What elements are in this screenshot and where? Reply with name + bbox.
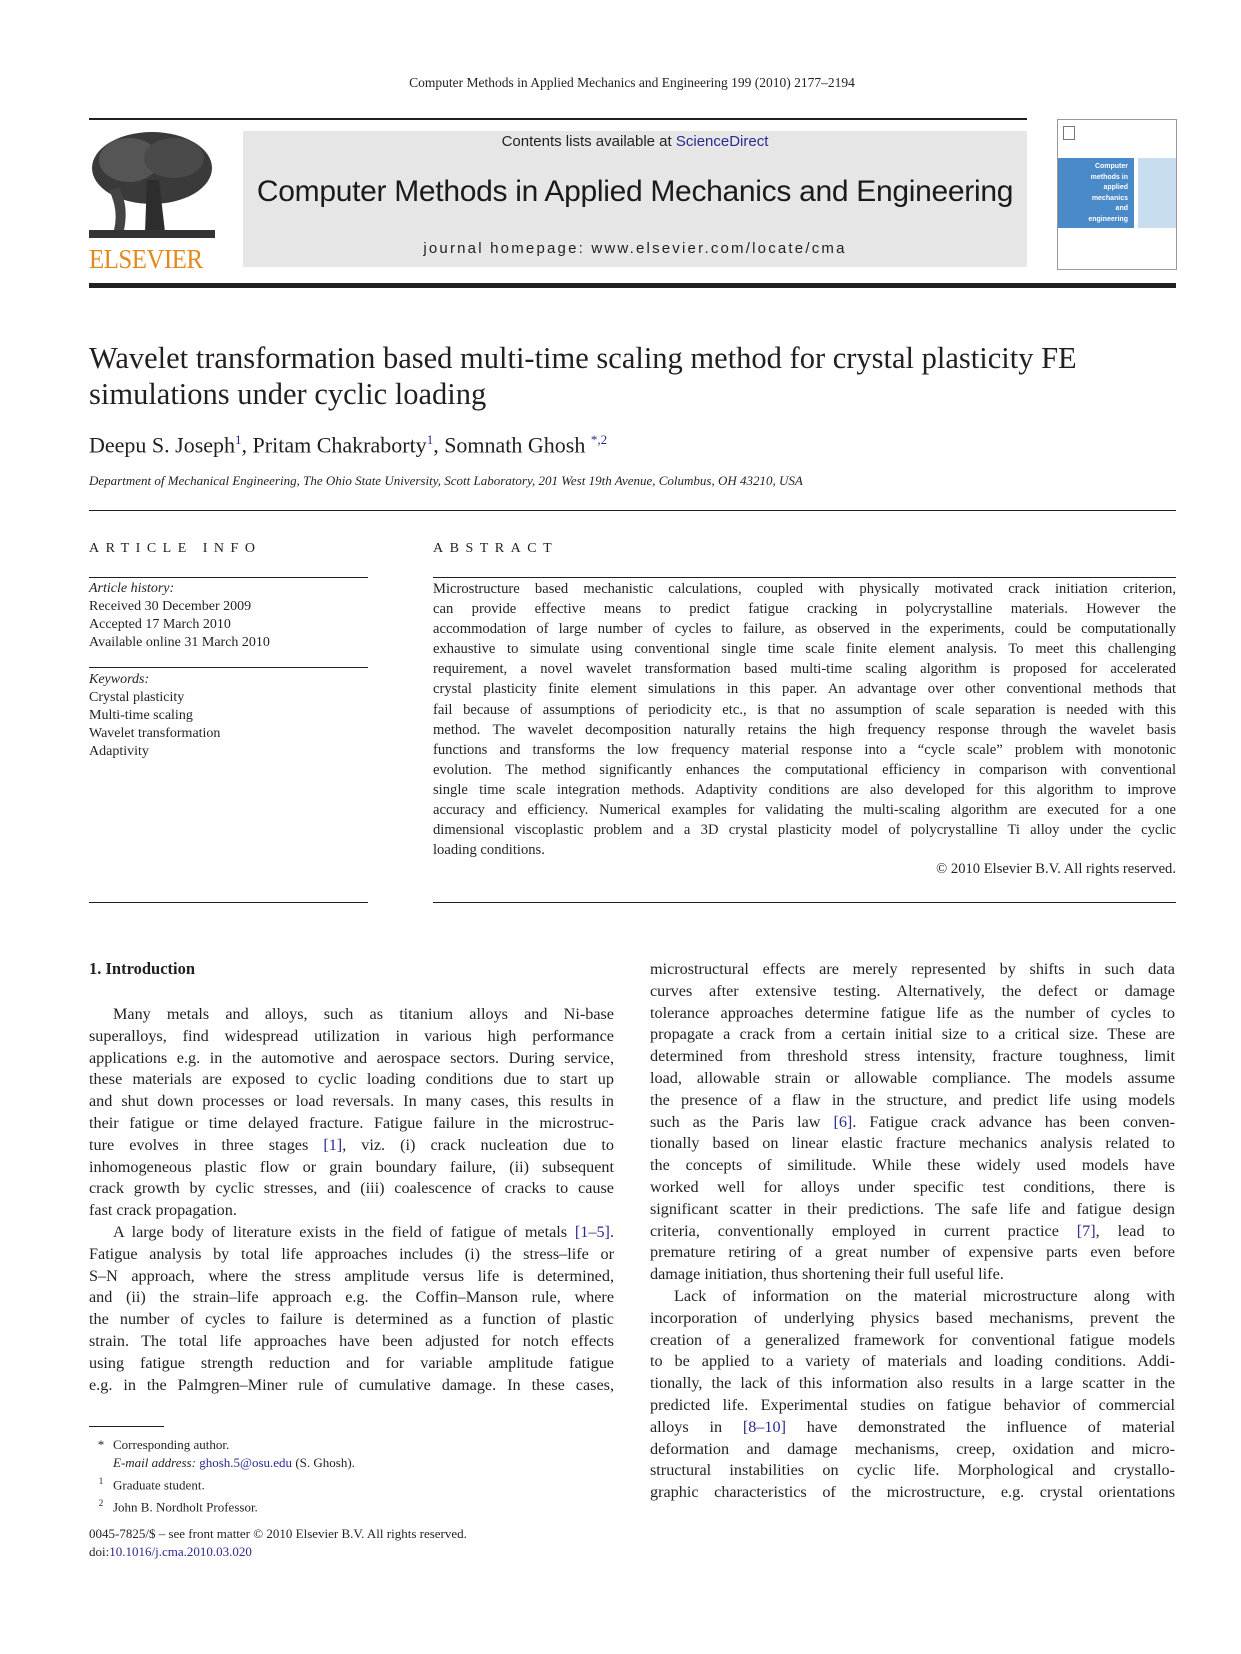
text-segment: worked well for alloys under specific test conditions, there is bbox=[650, 1177, 1175, 1196]
citation-link[interactable]: [1–5] bbox=[574, 1222, 610, 1241]
citation-link[interactable]: [6] bbox=[833, 1112, 853, 1131]
keywords bbox=[89, 671, 368, 761]
history-item: Accepted 17 March 2010 bbox=[89, 617, 231, 632]
text-line bbox=[650, 1308, 1175, 1330]
keyword: Wavelet transformation bbox=[89, 726, 221, 741]
abstract-line: fail because of assumptions of periodicity etc., is that no assumption of scale separation is needed with this bbox=[433, 701, 1176, 718]
cover-text-line: and bbox=[1115, 205, 1128, 212]
journal-masthead bbox=[243, 131, 1027, 267]
abstract-line: dimensional viscoplastic problem and a 3D crystal plasticity model of polycrystalline Ti alloy under the cyclic bbox=[433, 822, 1176, 839]
text-segment: applications e.g. in the automotive and aerospace sectors. During service, bbox=[89, 1048, 614, 1067]
email-suffix: (S. Ghosh). bbox=[292, 1455, 355, 1470]
text-line bbox=[89, 1178, 614, 1200]
doi-line bbox=[89, 1543, 467, 1561]
text-segment: crack growth by cyclic stresses, and (iii) coalescence of cracks to cause bbox=[89, 1179, 614, 1198]
cover-logo-icon bbox=[1063, 126, 1075, 140]
article-title bbox=[89, 340, 1179, 412]
paragraph bbox=[89, 1004, 614, 1222]
cover-text-line: engineering bbox=[1088, 215, 1128, 223]
email-link[interactable]: ghosh.5@osu.edu bbox=[199, 1455, 293, 1470]
author-affiliation-mark[interactable]: 1 bbox=[235, 432, 242, 447]
paragraph bbox=[650, 959, 1175, 1286]
section-heading-introduction: 1. Introduction bbox=[89, 959, 196, 978]
text-line bbox=[89, 1331, 614, 1353]
text-segment: superalloys, find widespread utilization in various high performance bbox=[89, 1026, 614, 1045]
author-name: Deepu S. Joseph bbox=[89, 432, 236, 458]
title-line: simulations under cyclic loading bbox=[89, 377, 487, 411]
text-line bbox=[650, 1133, 1175, 1155]
abstract-line: accuracy and efficiency. Numerical examples for validating the multi-scaling algorithm are executed for a one bbox=[433, 802, 1176, 819]
text-line bbox=[89, 1244, 614, 1266]
footnote bbox=[89, 1472, 355, 1494]
footnote-text: John B. Nordholt Professor. bbox=[113, 1499, 258, 1515]
text-segment: ture evolves in three stages bbox=[89, 1135, 324, 1154]
author-name: Somnath Ghosh bbox=[444, 432, 586, 458]
abstract-heading: ABSTRACT bbox=[433, 541, 559, 556]
cover-text-line: Computer bbox=[1094, 163, 1128, 170]
text-line bbox=[89, 1266, 614, 1288]
cover-light-panel bbox=[1138, 158, 1176, 228]
footnote-corresponding bbox=[89, 1436, 355, 1454]
footnote-mark: 2 bbox=[98, 1498, 104, 1509]
text-segment: structural instabilities on cyclic life. Morphological and crystallo- bbox=[650, 1461, 1175, 1480]
footnote-text: Graduate student. bbox=[113, 1477, 205, 1493]
text-segment: . bbox=[609, 1222, 614, 1241]
text-line bbox=[650, 1003, 1175, 1025]
text-segment: strain. The total life approaches have been adjusted for notch effects bbox=[89, 1331, 614, 1350]
top-rule bbox=[89, 118, 1027, 120]
text-segment: predicted life. Experimental studies on fatigue behavior of commercial bbox=[650, 1395, 1175, 1414]
text-segment: tionally based on linear elastic fracture mechanics analysis related to bbox=[650, 1134, 1175, 1153]
text-segment: premature retiring of a great number of expensive parts even before bbox=[650, 1243, 1175, 1262]
text-segment: and (ii) the strain–life approach e.g. the Coffin–Manson rule, where bbox=[89, 1288, 614, 1307]
text-line bbox=[650, 1112, 1175, 1134]
text-line bbox=[89, 1353, 614, 1375]
cover-text-line: applied bbox=[1103, 184, 1128, 191]
text-segment: . Fatigue crack advance has been conven- bbox=[852, 1112, 1175, 1131]
text-segment: these materials are exposed to cyclic loading conditions due to start up bbox=[89, 1070, 614, 1089]
text-line bbox=[650, 981, 1175, 1003]
text-segment: propagate a crack from a certain initial size to a critical size. These are bbox=[650, 1025, 1175, 1044]
article-history bbox=[89, 580, 368, 652]
body-column-left bbox=[89, 1004, 614, 1396]
author-affiliation-mark[interactable]: 1 bbox=[426, 432, 434, 447]
text-segment: fast crack propagation. bbox=[89, 1201, 237, 1220]
citation-link[interactable]: [1] bbox=[323, 1135, 343, 1154]
text-line bbox=[650, 1482, 1175, 1504]
citation-link[interactable]: [8–10] bbox=[742, 1417, 786, 1436]
doi-label: doi: bbox=[89, 1544, 110, 1559]
text-line bbox=[650, 1155, 1175, 1177]
text-segment: , viz. (i) crack nucleation due to bbox=[342, 1135, 614, 1154]
abstract-copyright: © 2010 Elsevier B.V. All rights reserved. bbox=[936, 861, 1176, 877]
elsevier-logo[interactable] bbox=[89, 130, 215, 274]
text-segment: their fatigue or time delayed fracture. Fatigue failure in the microstruc- bbox=[89, 1113, 614, 1132]
text-line bbox=[650, 1286, 1175, 1308]
info-rule bbox=[89, 577, 368, 578]
text-segment: graphic characteristics of the microstructure, e.g. crystal orientations bbox=[650, 1483, 1175, 1502]
text-line bbox=[650, 1046, 1175, 1068]
text-line bbox=[650, 1199, 1175, 1221]
text-segment: and shut down processes or load reversals. In many cases, this results in bbox=[89, 1092, 614, 1111]
affiliation: Department of Mechanical Engineering, The Ohio State University, Scott Laboratory, 201 West 19th Avenue, Columbus, OH 43210, USA bbox=[89, 473, 803, 488]
abstract-line: loading conditions. bbox=[433, 842, 545, 859]
text-line bbox=[650, 1351, 1175, 1373]
text-segment: A large body of literature exists in the field of fatigue of metals bbox=[113, 1222, 575, 1241]
elsevier-tree-icon bbox=[89, 130, 215, 240]
text-line bbox=[89, 1048, 614, 1070]
body-column-right bbox=[650, 959, 1175, 1504]
text-segment: curves after extensive testing. Alternatively, the defect or damage bbox=[650, 981, 1175, 1000]
text-segment: S–N approach, where the stress amplitude versus life is determined, bbox=[89, 1266, 614, 1285]
text-line bbox=[89, 1004, 614, 1026]
text-segment: incorporation of underlying physics based mechanisms, prevent the bbox=[650, 1308, 1175, 1327]
author-affiliation-mark[interactable]: *,2 bbox=[590, 432, 608, 447]
text-line bbox=[650, 1264, 1175, 1286]
footnote-rule bbox=[89, 1426, 164, 1427]
contents-prefix: Contents lists available at bbox=[501, 133, 676, 150]
abstract-line: requirement, a novel wavelet transformation based multi-time scaling algorithm is proposed for accelerated bbox=[433, 661, 1176, 678]
abstract-line: accommodation of large number of cycles to failure, as observed in the experiments, could be computationally bbox=[433, 621, 1176, 638]
front-matter bbox=[89, 1525, 467, 1561]
keyword: Adaptivity bbox=[89, 744, 149, 759]
abstract-line: method. The wavelet decomposition naturally retains the high frequency response through the wavelet basis bbox=[433, 721, 1176, 738]
footnote-mark: * bbox=[97, 1437, 105, 1452]
text-segment: load, allowable strain or allowable compliance. The models assume bbox=[650, 1068, 1175, 1087]
footnote bbox=[89, 1494, 355, 1516]
text-segment: e.g. in the Palmgren–Miner rule of cumulative damage. In these cases, bbox=[89, 1375, 614, 1394]
text-line bbox=[89, 1069, 614, 1091]
running-header: Computer Methods in Applied Mechanics and Engineering 199 (2010) 2177–2194 bbox=[409, 75, 855, 90]
journal-cover-thumbnail[interactable] bbox=[1057, 119, 1177, 270]
text-line bbox=[89, 1113, 614, 1135]
journal-title: Computer Methods in Applied Mechanics and Engineering bbox=[256, 175, 1014, 208]
info-rule bbox=[89, 667, 368, 668]
text-line bbox=[89, 1309, 614, 1331]
info-bottom-rule bbox=[89, 902, 368, 903]
abstract-body bbox=[433, 579, 1176, 860]
text-segment: creation of a generalized framework for conventional fatigue models bbox=[650, 1330, 1175, 1349]
text-segment: Lack of information on the material microstructure along with bbox=[674, 1286, 1175, 1305]
cover-blue-panel bbox=[1058, 158, 1134, 228]
cover-text-line: mechanics bbox=[1091, 194, 1128, 202]
text-segment: significant scatter in their predictions. The safe life and fatigue design bbox=[650, 1199, 1175, 1218]
text-line bbox=[650, 1395, 1175, 1417]
history-item: Received 30 December 2009 bbox=[89, 599, 252, 614]
text-segment: using fatigue strength reduction and for variable amplitude fatigue bbox=[89, 1353, 614, 1372]
text-segment: deformation and damage mechanisms, creep, oxidation and micro- bbox=[650, 1439, 1175, 1458]
footnote-mark: 1 bbox=[98, 1476, 104, 1486]
text-line bbox=[650, 1460, 1175, 1482]
email-label: E-mail address: bbox=[113, 1455, 200, 1470]
text-segment: criteria, conventionally employed in current practice bbox=[650, 1221, 1077, 1240]
footnote-text: Corresponding author. bbox=[113, 1437, 230, 1452]
abstract-bottom-rule bbox=[433, 902, 1176, 903]
text-line bbox=[89, 1135, 614, 1157]
cover-text-line: methods in bbox=[1090, 173, 1128, 181]
title-line: Wavelet transformation based multi-time scaling method for crystal plasticity FE bbox=[89, 341, 1077, 375]
footnotes bbox=[89, 1436, 355, 1517]
contents-line bbox=[243, 133, 1027, 150]
sciencedirect-link[interactable]: ScienceDirect bbox=[675, 133, 769, 150]
text-line bbox=[650, 1373, 1175, 1395]
footnote-email bbox=[89, 1454, 355, 1472]
keywords-label: Keywords: bbox=[89, 672, 150, 687]
abstract-line: evolution. The method significantly enhances the computational efficiency in comparison with conventional bbox=[433, 761, 1176, 778]
text-segment: to be applied to a variety of materials and loading conditions. Addi- bbox=[650, 1352, 1175, 1371]
text-line bbox=[650, 1177, 1175, 1199]
abstract-line: single time scale integration methods. Adaptivity conditions are also developed for this algorithm to improve bbox=[433, 781, 1176, 798]
doi-link[interactable]: 10.1016/j.cma.2010.03.020 bbox=[109, 1544, 252, 1559]
text-line bbox=[89, 1157, 614, 1179]
issn-line: 0045-7825/$ – see front matter © 2010 Elsevier B.V. All rights reserved. bbox=[89, 1526, 467, 1541]
author-list: Deepu S. Joseph$^1$, Pritam Chakraborty$^1$, Somnath Ghosh $^{*,2}$ bbox=[89, 432, 608, 458]
text-segment: damage initiation, thus shortening their full useful life. bbox=[650, 1265, 1004, 1284]
text-line bbox=[89, 1026, 614, 1048]
text-segment: determined from threshold stress intensity, fracture toughness, limit bbox=[650, 1047, 1175, 1066]
text-segment: tionally, the lack of this information also results in a large scatter in the bbox=[650, 1374, 1175, 1393]
elsevier-wordmark: ELSEVIER bbox=[89, 244, 203, 274]
text-segment: such as the Paris law bbox=[650, 1112, 834, 1131]
text-segment: the presence of a flaw in the structure, and predict life using models bbox=[650, 1090, 1175, 1109]
citation-link[interactable]: [7] bbox=[1076, 1221, 1096, 1240]
paragraph bbox=[89, 1222, 614, 1396]
text-line bbox=[650, 1221, 1175, 1243]
text-segment: have demonstrated the influence of material bbox=[786, 1417, 1175, 1436]
author-name: Pritam Chakraborty bbox=[252, 432, 427, 458]
abstract-line: can provide effective means to predict fatigue cracking in polycrystalline materials. However the bbox=[433, 601, 1176, 618]
text-line bbox=[650, 1024, 1175, 1046]
text-segment: alloys in bbox=[650, 1417, 743, 1436]
text-segment: Many metals and alloys, such as titanium alloys and Ni-base bbox=[113, 1005, 614, 1023]
text-line bbox=[650, 1090, 1175, 1112]
text-line bbox=[650, 1068, 1175, 1090]
article-info-heading: ARTICLE INFO bbox=[89, 541, 262, 556]
text-line bbox=[650, 1439, 1175, 1461]
text-segment: Fatigue analysis by total life approaches includes (i) the stress–life or bbox=[89, 1244, 614, 1263]
abstract-rule bbox=[433, 577, 1176, 578]
text-segment: tolerance approaches determine fatigue life as the number of cycles to bbox=[650, 1003, 1175, 1022]
text-segment: , lead to bbox=[1095, 1221, 1175, 1240]
keyword: Multi-time scaling bbox=[89, 708, 193, 723]
text-line bbox=[89, 1287, 614, 1309]
text-line bbox=[650, 1417, 1175, 1439]
abstract-line: functions and transforms the low frequency material response into a “cycle scale” problem with monotonic bbox=[433, 741, 1176, 758]
abstract-line: crystal plasticity finite element simulations in this paper. An advantage over other conventional methods that bbox=[433, 681, 1176, 698]
text-line bbox=[89, 1091, 614, 1113]
text-line bbox=[650, 1242, 1175, 1264]
abstract-line: exhaustive to simulate using conventional single time scale finite element analysis. To meet this challenging bbox=[433, 641, 1176, 658]
journal-homepage[interactable]: journal homepage: www.elsevier.com/locate/cma bbox=[423, 240, 847, 257]
history-label: Article history: bbox=[89, 581, 175, 596]
text-segment: the number of cycles to failure is determined as a function of plastic bbox=[89, 1310, 614, 1329]
text-segment: microstructural effects are merely represented by shifts in such data bbox=[650, 960, 1175, 978]
abstract-line: Microstructure based mechanistic calculations, coupled with physically motivated crack initiation criterion, bbox=[433, 581, 1176, 597]
text-line bbox=[89, 1222, 614, 1244]
text-line bbox=[650, 1330, 1175, 1352]
text-line bbox=[650, 959, 1175, 981]
text-line bbox=[89, 1200, 614, 1222]
masthead-thick-rule bbox=[89, 283, 1176, 288]
history-item: Available online 31 March 2010 bbox=[89, 635, 270, 650]
text-segment: inhomogeneous plastic flow or grain boundary failure, (ii) subsequent bbox=[89, 1157, 614, 1176]
text-segment: the concepts of similitude. While these widely used models have bbox=[650, 1156, 1175, 1175]
text-line bbox=[89, 1375, 614, 1397]
keyword: Crystal plasticity bbox=[89, 690, 185, 705]
header-divider bbox=[89, 510, 1176, 511]
paragraph bbox=[650, 1286, 1175, 1504]
